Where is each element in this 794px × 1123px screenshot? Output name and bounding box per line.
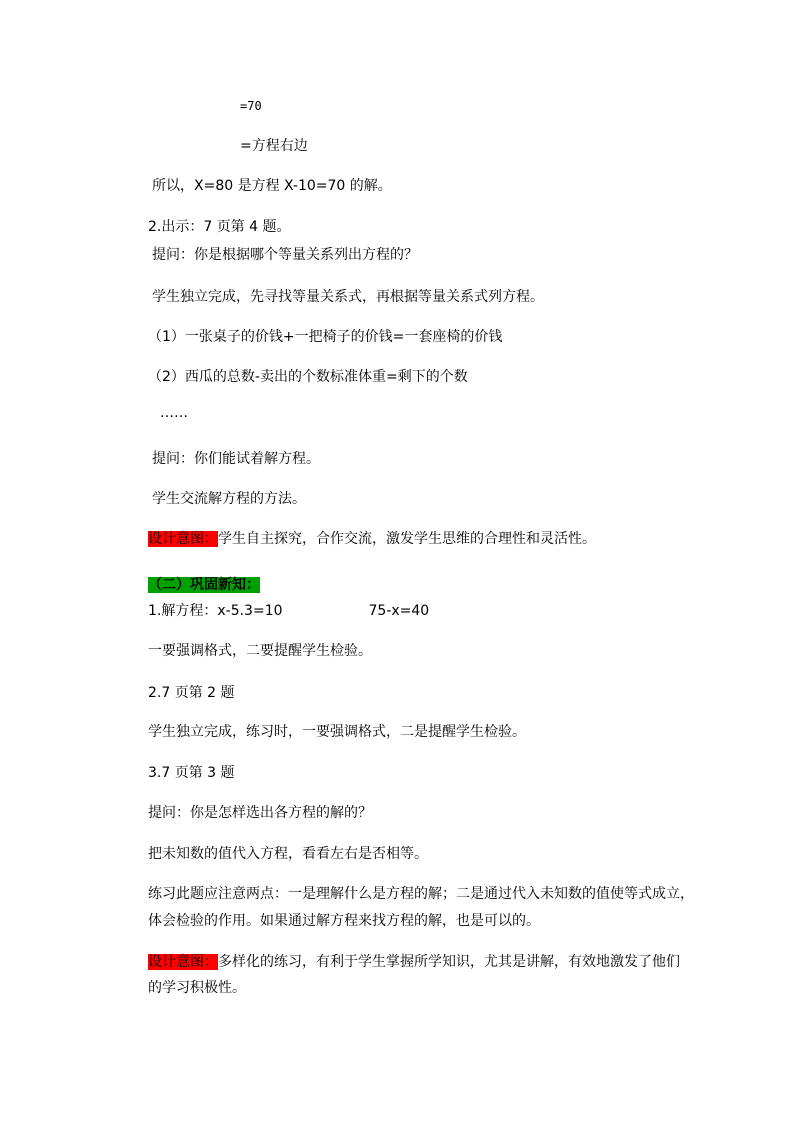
student-independent-line: 学生独立完成，先寻找等量关系式，再根据等量关系式列方程。 (152, 289, 544, 305)
question-how-choose: 提问：你是怎样选出各方程的解的？ (148, 805, 372, 821)
equation-right-side: =方程右边 (240, 138, 308, 154)
design-intent-2-text: 多样化的练习，有利于学生掌握所学知识，尤其是讲解，有效地激发了他们 (218, 954, 680, 970)
emphasis-line: 一要强调格式，二要提醒学生检验。 (148, 643, 372, 659)
substitute-line: 把未知数的值代入方程，看看左右是否相等。 (148, 846, 428, 862)
note-line-1: 练习此题应注意两点：一是理解什么是方程的解；二是通过代入未知数的值使等式成立， (148, 886, 694, 902)
solve-equation-2: 75-x=40 (368, 603, 430, 619)
design-intent-2-continued: 的学习积极性。 (148, 980, 246, 996)
design-intent-2 (148, 953, 680, 971)
design-intent-text: 学生自主探究，合作交流，激发学生思维的合理性和灵活性。 (218, 531, 596, 547)
section-heading (148, 576, 260, 594)
design-intent-1 (148, 530, 596, 548)
example-2: （2）西瓜的总数-卖出的个数标准体重=剩下的个数 (148, 369, 468, 385)
question-equality-relation: 提问：你是根据哪个等量关系列出方程的？ (152, 247, 418, 263)
solve-equation-1: 1.解方程：x-5.3=10 (148, 603, 283, 619)
practice-2-heading: 2.7 页第 2 题 (148, 685, 235, 701)
practice-line: 学生独立完成，练习时，一要强调格式，二是提醒学生检验。 (148, 724, 526, 740)
show-problem-line: 2.出示：7 页第 4 题。 (148, 219, 291, 235)
design-intent-2-label: 设计意图： (148, 954, 218, 970)
question-solve: 提问：你们能试着解方程。 (152, 451, 320, 467)
section-heading-label: （二）巩固新知： (148, 577, 260, 593)
example-1: （1）一张桌子的价钱+一把椅子的价钱=一套座椅的价钱 (148, 329, 503, 345)
conclusion-line: 所以，X=80 是方程 X-10=70 的解。 (152, 178, 392, 194)
solve-equations-line (148, 602, 429, 620)
practice-3-heading: 3.7 页第 3 题 (148, 765, 235, 781)
design-intent-label: 设计意图： (148, 531, 218, 547)
equation-result-70: =70 (240, 99, 262, 113)
ellipsis: …… (160, 405, 188, 421)
student-share-line: 学生交流解方程的方法。 (152, 491, 306, 507)
note-line-2: 体会检验的作用。如果通过解方程来找方程的解，也是可以的。 (148, 913, 540, 929)
